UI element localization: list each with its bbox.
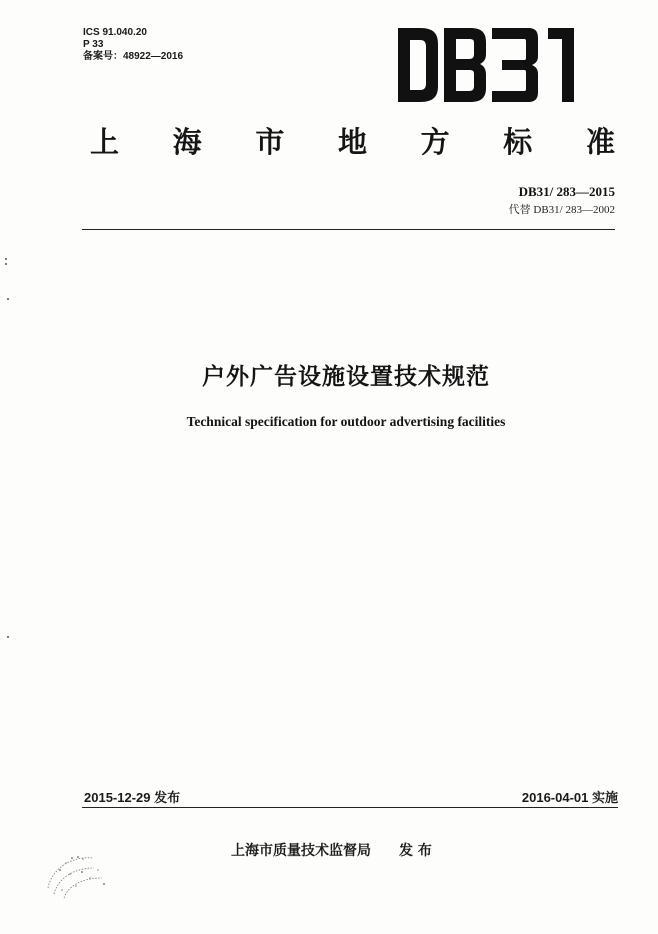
standard-type-char: 海 (172, 125, 202, 159)
replaces-code: 代替 DB31/ 283—2002 (508, 204, 615, 216)
issue-word: 发 布 (399, 843, 432, 859)
implement-date: 2016-04-01 实施 (521, 790, 618, 805)
db31-logo (398, 28, 582, 102)
standard-type-char: 市 (255, 125, 285, 159)
issue-date: 2015-12-29 发布 (84, 790, 181, 805)
classification-block (83, 27, 183, 63)
top-divider (82, 229, 615, 230)
official-seal (42, 848, 114, 904)
bottom-divider (82, 807, 618, 808)
scan-mark (7, 636, 9, 638)
ics-code: ICS 91.040.20 (83, 27, 147, 38)
standard-type-char: 地 (337, 125, 367, 159)
standard-type-char: 上 (90, 125, 120, 159)
standard-type-char: 准 (585, 125, 615, 159)
scan-mark (5, 258, 7, 260)
standard-code-block (509, 184, 615, 217)
issuer-name: 上海市质量技术监督局 (231, 843, 371, 859)
document-title-cn: 户外广告设施设置技术规范 (202, 364, 490, 390)
filing-number: 备案号：48922—2016 (83, 51, 184, 62)
document-title-en: Technical specification for outdoor advertising facilities (186, 414, 506, 429)
standard-type-char: 方 (420, 125, 450, 159)
standard-type-char: 标 (503, 125, 533, 159)
issuer-line (231, 840, 432, 860)
standard-type-title (90, 120, 615, 161)
category-code: P 33 (83, 39, 104, 50)
standard-code: DB31/ 283—2015 (518, 184, 615, 199)
scan-mark (5, 263, 7, 265)
scan-mark (7, 298, 9, 300)
